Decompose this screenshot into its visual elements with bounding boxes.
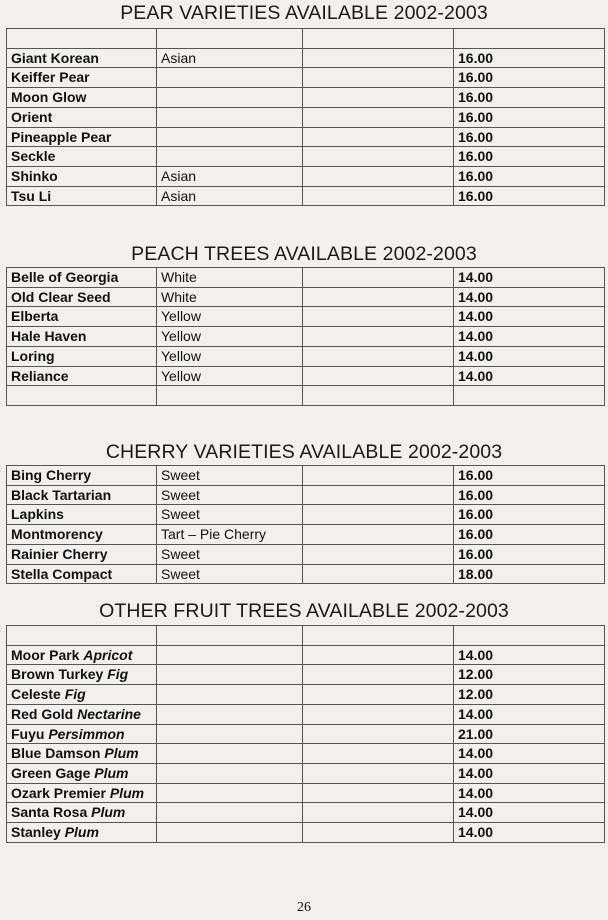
variety-name-cell (7, 803, 157, 823)
variety-name-cell: Shinko (7, 166, 157, 186)
price-cell: 16.00 (454, 485, 605, 505)
price-cell: 16.00 (454, 525, 605, 545)
variety-name: Stanley (11, 824, 61, 841)
table-row (7, 763, 605, 783)
variety-name-cell: Loring (7, 346, 157, 366)
empty-cell (157, 665, 303, 685)
table-row (7, 268, 605, 288)
variety-type-cell: Yellow (157, 346, 303, 366)
empty-cell (303, 307, 454, 327)
table-row (7, 68, 605, 88)
table-row (7, 147, 605, 167)
table-row (7, 823, 605, 843)
variety-name: Moor Park (11, 646, 80, 663)
empty-cell (157, 685, 303, 705)
variety-name-cell: Belle of Georgia (7, 268, 157, 288)
price-cell (454, 29, 605, 49)
table-row (7, 107, 605, 127)
variety-name-cell: Black Tartarian (7, 485, 157, 505)
variety-name-cell: Stella Compact (7, 564, 157, 584)
variety-name: Blue Damson (11, 745, 101, 762)
empty-cell (303, 803, 454, 823)
empty-cell (303, 88, 454, 108)
empty-cell (303, 525, 454, 545)
variety-type-cell: White (157, 268, 303, 288)
empty-cell (303, 147, 454, 167)
variety-type-cell: Asian (157, 48, 303, 68)
table-row (7, 665, 605, 685)
variety-type-cell (157, 88, 303, 108)
fruit-kind: Plum (64, 824, 99, 841)
variety-type-cell: Yellow (157, 327, 303, 347)
empty-cell (303, 166, 454, 186)
table-row (7, 327, 605, 347)
variety-name: Fuyu (11, 725, 45, 742)
variety-name-cell (7, 724, 157, 744)
variety-name-cell (7, 744, 157, 764)
variety-name-cell: Moon Glow (7, 88, 157, 108)
price-cell: 14.00 (454, 704, 605, 724)
table-row (7, 525, 605, 545)
empty-cell (303, 665, 454, 685)
price-cell: 14.00 (454, 287, 605, 307)
variety-name-cell (7, 704, 157, 724)
table-row (7, 783, 605, 803)
table-row (7, 186, 605, 206)
price-cell (454, 386, 605, 406)
price-cell: 14.00 (454, 268, 605, 288)
empty-cell (303, 48, 454, 68)
variety-name-cell: Pineapple Pear (7, 127, 157, 147)
fruit-kind: Plum (94, 764, 129, 781)
table-row (7, 704, 605, 724)
price-cell: 14.00 (454, 744, 605, 764)
table-row (7, 645, 605, 665)
variety-name-cell (7, 626, 157, 646)
table-row (7, 724, 605, 744)
fruit-kind: Fig (107, 666, 129, 683)
variety-type-cell (157, 29, 303, 49)
empty-cell (303, 505, 454, 525)
variety-name-cell: Hale Haven (7, 327, 157, 347)
empty-cell (303, 645, 454, 665)
price-cell: 16.00 (454, 186, 605, 206)
variety-name-cell: Keiffer Pear (7, 68, 157, 88)
price-cell: 16.00 (454, 68, 605, 88)
variety-type-cell (157, 127, 303, 147)
empty-cell (157, 744, 303, 764)
variety-type-cell (157, 68, 303, 88)
empty-cell (303, 107, 454, 127)
empty-cell (303, 763, 454, 783)
price-cell: 14.00 (454, 327, 605, 347)
other-fruit-price-table (6, 625, 605, 843)
table-row (7, 287, 605, 307)
pear-price-table (6, 28, 605, 206)
price-cell: 21.00 (454, 724, 605, 744)
table-row (7, 29, 605, 49)
fruit-kind: Fig (64, 686, 86, 703)
price-cell: 14.00 (454, 803, 605, 823)
variety-name-cell: Bing Cherry (7, 466, 157, 486)
table-row (7, 564, 605, 584)
empty-cell (157, 823, 303, 843)
empty-cell (157, 626, 303, 646)
table-row (7, 127, 605, 147)
fruit-kind: Apricot (83, 646, 133, 663)
price-cell: 18.00 (454, 564, 605, 584)
variety-name-cell (7, 29, 157, 49)
table-row (7, 485, 605, 505)
table-row (7, 626, 605, 646)
price-cell: 14.00 (454, 645, 605, 665)
variety-name-cell (7, 386, 157, 406)
price-cell: 12.00 (454, 665, 605, 685)
price-cell: 16.00 (454, 88, 605, 108)
empty-cell (303, 68, 454, 88)
page-number: 26 (297, 900, 311, 915)
empty-cell (303, 186, 454, 206)
price-cell: 16.00 (454, 107, 605, 127)
variety-type-cell (157, 386, 303, 406)
variety-type-cell: Sweet (157, 466, 303, 486)
variety-name-cell: Tsu Li (7, 186, 157, 206)
empty-cell (303, 626, 454, 646)
empty-cell (303, 783, 454, 803)
empty-cell (303, 544, 454, 564)
table-row (7, 466, 605, 486)
variety-type-cell: Yellow (157, 307, 303, 327)
empty-cell (157, 645, 303, 665)
table-row (7, 346, 605, 366)
price-cell: 16.00 (454, 544, 605, 564)
variety-name: Red Gold (11, 705, 74, 722)
price-cell: 14.00 (454, 763, 605, 783)
variety-name-cell: Montmorency (7, 525, 157, 545)
variety-name-cell: Reliance (7, 366, 157, 386)
fruit-kind: Plum (91, 804, 126, 821)
price-cell: 16.00 (454, 505, 605, 525)
variety-name-cell: Rainier Cherry (7, 544, 157, 564)
empty-cell (303, 327, 454, 347)
price-cell: 14.00 (454, 346, 605, 366)
variety-name: Santa Rosa (11, 804, 88, 821)
empty-cell (303, 366, 454, 386)
empty-cell (303, 724, 454, 744)
variety-type-cell: Asian (157, 166, 303, 186)
empty-cell (303, 268, 454, 288)
empty-cell (303, 704, 454, 724)
variety-type-cell: Yellow (157, 366, 303, 386)
fruit-kind: Nectarine (77, 705, 141, 722)
variety-name-cell: Giant Korean (7, 48, 157, 68)
empty-cell (303, 823, 454, 843)
variety-name-cell (7, 665, 157, 685)
table-row (7, 307, 605, 327)
variety-name: Celeste (11, 686, 61, 703)
variety-type-cell: Sweet (157, 485, 303, 505)
empty-cell (303, 29, 454, 49)
table-row (7, 88, 605, 108)
table-row (7, 544, 605, 564)
empty-cell (157, 783, 303, 803)
table-row (7, 48, 605, 68)
variety-name-cell (7, 685, 157, 705)
variety-type-cell (157, 147, 303, 167)
variety-name-cell: Seckle (7, 147, 157, 167)
empty-cell (303, 386, 454, 406)
price-cell: 16.00 (454, 466, 605, 486)
empty-cell (303, 485, 454, 505)
variety-type-cell: Sweet (157, 564, 303, 584)
empty-cell (157, 763, 303, 783)
fruit-kind: Persimmon (48, 725, 125, 742)
variety-type-cell: Sweet (157, 544, 303, 564)
variety-name: Green Gage (11, 764, 91, 781)
empty-cell (303, 287, 454, 307)
table-row (7, 803, 605, 823)
empty-cell (157, 803, 303, 823)
price-cell: 14.00 (454, 307, 605, 327)
variety-type-cell: White (157, 287, 303, 307)
variety-type-cell: Tart – Pie Cherry (157, 525, 303, 545)
table-row (7, 505, 605, 525)
table-row (7, 386, 605, 406)
variety-name-cell (7, 645, 157, 665)
peach-section-title: PEACH TREES AVAILABLE 2002-2003 (131, 243, 477, 265)
fruit-kind: Plum (104, 745, 139, 762)
price-cell: 14.00 (454, 366, 605, 386)
empty-cell (303, 564, 454, 584)
price-cell: 14.00 (454, 823, 605, 843)
empty-cell (303, 685, 454, 705)
table-row (7, 366, 605, 386)
price-cell: 12.00 (454, 685, 605, 705)
fruit-kind: Plum (109, 784, 145, 801)
pear-section-title: PEAR VARIETIES AVAILABLE 2002-2003 (120, 2, 488, 24)
price-cell: 16.00 (454, 127, 605, 147)
variety-type-cell: Sweet (157, 505, 303, 525)
empty-cell (303, 466, 454, 486)
price-cell: 16.00 (454, 166, 605, 186)
variety-name-cell: Old Clear Seed (7, 287, 157, 307)
other-fruit-section-title: OTHER FRUIT TREES AVAILABLE 2002-2003 (99, 600, 509, 622)
variety-name-cell (7, 763, 157, 783)
empty-cell (303, 346, 454, 366)
table-row (7, 685, 605, 705)
empty-cell (303, 744, 454, 764)
variety-name-cell (7, 783, 157, 803)
variety-name-cell: Orient (7, 107, 157, 127)
variety-type-cell: Asian (157, 186, 303, 206)
table-row (7, 744, 605, 764)
price-cell: 14.00 (454, 783, 605, 803)
empty-cell (303, 127, 454, 147)
empty-cell (157, 724, 303, 744)
empty-cell (157, 704, 303, 724)
variety-name-cell: Lapkins (7, 505, 157, 525)
cherry-section-title: CHERRY VARIETIES AVAILABLE 2002-2003 (105, 441, 503, 463)
price-cell (454, 626, 605, 646)
cherry-price-table (6, 465, 605, 584)
price-cell: 16.00 (454, 48, 605, 68)
variety-name: Ozark Premier (11, 784, 106, 801)
variety-name-cell: Elberta (7, 307, 157, 327)
price-cell: 16.00 (454, 147, 605, 167)
variety-name: Brown Turkey (11, 666, 104, 683)
table-row (7, 166, 605, 186)
variety-name-cell (7, 823, 157, 843)
variety-type-cell (157, 107, 303, 127)
peach-price-table (6, 267, 605, 406)
